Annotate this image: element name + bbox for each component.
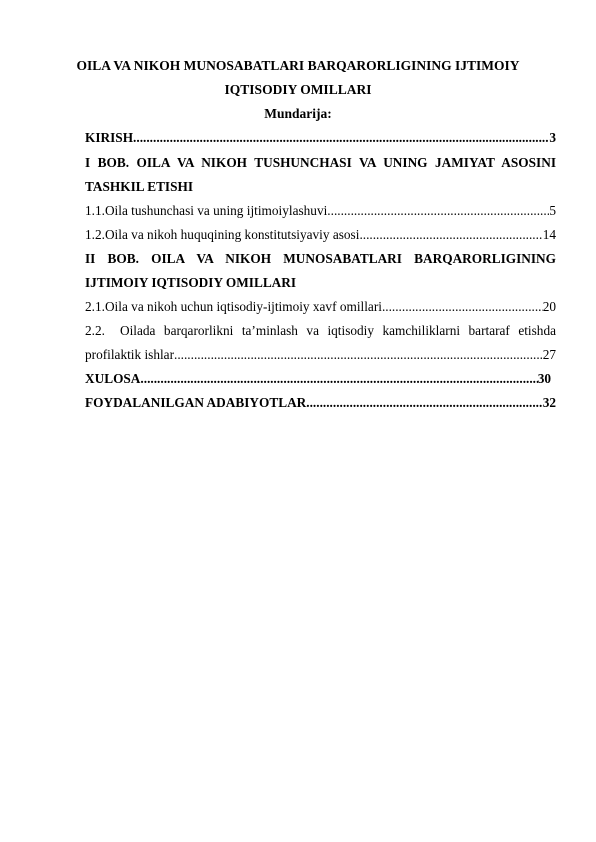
toc-chapter-2-line-1 [85,251,556,267]
toc-page-number: 32 [542,395,556,410]
toc-entry-text: XULOSA [85,371,141,386]
toc-page-number: 27 [542,347,556,362]
chapter-1-title-line-2: TASHKIL ETISHI [85,179,194,194]
chapter-1-title-line-1: I BOB. OILA VA NIKOH TUSHUNCHASI VA UNING JAMIYAT ASOSINI [85,155,556,170]
toc-page-number: 14 [542,227,556,242]
contents-heading: Mundarija: [264,106,332,121]
toc-entry-conclusion [85,371,551,387]
toc-entry-text: KIRISH [85,130,134,145]
chapter-2-title-line-1: II BOB. OILA VA NIKOH MUNOSABATLARI BARQARORLIGINING [85,251,556,266]
dot-leader [133,130,549,146]
toc-page-number: 3 [549,130,556,145]
toc-entry-text: Oila va nikoh uchun iqtisodiy-ijtimoiy xavf omillari [104,299,382,314]
dot-leader [174,347,543,363]
toc-page-number: 5 [549,203,556,218]
toc-entry-references [85,395,556,411]
toc-entry-1-2 [85,227,556,243]
toc-entry-text: Oila va nikoh huquqining konstitutsiyaviy asosi [104,227,360,242]
toc-entry-2-2-line-2 [85,347,556,363]
toc-entry-text: FOYDALANILGAN ADABIYOTLAR [85,395,307,410]
toc-entry-text-continued: profilaktik ishlar [85,347,174,362]
document-title-line-2: IQTISODIY OMILLARI [224,82,372,97]
section-number: 1.2. [85,227,105,242]
dot-leader [327,203,549,219]
dot-leader [359,227,542,243]
toc-entry-text: Oilada barqarorlikni ta’minlash va iqtisodiy kamchiliklarni bartaraf etishda [120,323,556,338]
toc-entry-text: Oila tushunchasi va uning ijtimoiylashuvi [104,203,328,218]
chapter-2-title-line-2: IJTIMOIY IQTISODIY OMILLARI [85,275,297,290]
dot-leader [306,395,542,411]
toc-chapter-2-line-2 [85,275,556,291]
section-number: 2.2. [85,323,105,338]
toc-entry-2-1 [85,299,556,315]
toc-chapter-1-line-1 [85,155,556,171]
toc-page-number: 30 [537,371,551,386]
toc-entry-intro [85,130,556,146]
section-number: 1.1. [85,203,105,218]
document-title-line-1: OILA VA NIKOH MUNOSABATLARI BARQARORLIGINING IJTIMOIY [76,58,520,73]
toc-chapter-1-line-2 [85,179,556,195]
dot-leader [140,371,537,387]
toc-entry-2-2-line-1 [85,323,556,339]
toc-page-number: 20 [542,299,556,314]
dot-leader [382,299,543,315]
section-number: 2.1. [85,299,105,314]
toc-entry-1-1 [85,203,556,219]
